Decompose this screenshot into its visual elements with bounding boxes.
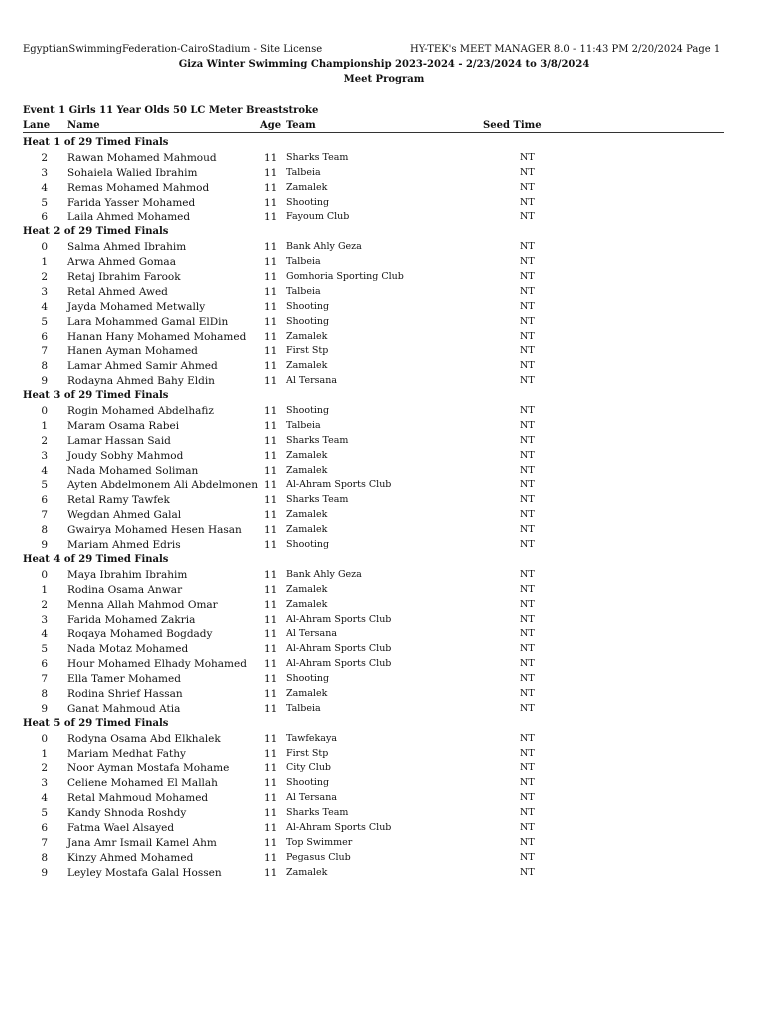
- entry-team: Al-Ahram Sports Club: [286, 658, 392, 670]
- entry-seed-time: NT: [520, 583, 535, 595]
- entry-row: [0, 672, 768, 687]
- entry-seed-time: NT: [520, 732, 535, 744]
- entry-name: Kinzy Ahmed Mohamed: [67, 851, 194, 864]
- entry-age: 11: [264, 539, 278, 552]
- entry-seed-time: NT: [520, 613, 535, 625]
- entry-age: 11: [264, 405, 278, 418]
- entry-row: [0, 493, 768, 508]
- entry-team: Tawfekaya: [286, 732, 337, 744]
- entry-lane: 2: [41, 434, 48, 447]
- header-rule: [23, 132, 724, 133]
- entry-name: Leyley Mostafa Galal Hossen: [67, 866, 222, 879]
- entry-seed-time: NT: [520, 658, 535, 670]
- entry-lane: 0: [41, 241, 48, 254]
- entry-age: 11: [264, 241, 278, 254]
- entry-team: Fayoum Club: [286, 211, 350, 223]
- entry-seed-time: NT: [520, 434, 535, 446]
- entry-seed-time: NT: [520, 509, 535, 521]
- entry-seed-time: NT: [520, 449, 535, 461]
- heat-label: Heat 5 of 29 Timed Finals: [23, 717, 169, 729]
- entry-lane: 3: [41, 449, 48, 462]
- entry-name: Farida Yasser Mohamed: [67, 196, 196, 209]
- entry-lane: 8: [41, 687, 48, 700]
- entry-row: [0, 583, 768, 598]
- entry-name: Menna Allah Mahmod Omar: [67, 598, 218, 611]
- column-seed-time: Seed Time: [483, 120, 542, 131]
- entry-seed-time: NT: [520, 687, 535, 699]
- entry-row: [0, 613, 768, 628]
- entry-team: Zamalek: [286, 583, 328, 595]
- entry-team: Shooting: [286, 196, 330, 208]
- entry-seed-time: NT: [520, 807, 535, 819]
- entry-row: [0, 598, 768, 613]
- entry-team: City Club: [286, 762, 332, 774]
- heat-header: [0, 136, 768, 151]
- entry-name: Nada Mohamed Soliman: [67, 464, 199, 477]
- entry-name: Retal Ramy Tawfek: [67, 494, 170, 507]
- entry-name: Roqaya Mohamed Bogdady: [67, 628, 213, 641]
- entry-lane: 9: [41, 375, 48, 388]
- entry-lane: 8: [41, 851, 48, 864]
- entry-team: Al Tersana: [286, 375, 338, 387]
- entry-lane: 9: [41, 702, 48, 715]
- entry-team: Al-Ahram Sports Club: [286, 479, 392, 491]
- entry-name: Hanen Ayman Mohamed: [67, 345, 198, 358]
- entry-team: Bank Ahly Geza: [286, 241, 362, 253]
- entry-team: Al Tersana: [286, 628, 338, 640]
- entry-age: 11: [264, 598, 278, 611]
- entry-age: 11: [264, 315, 278, 328]
- entry-team: Al Tersana: [286, 792, 338, 804]
- entry-age: 11: [264, 687, 278, 700]
- entry-age: 11: [264, 494, 278, 507]
- entry-seed-time: NT: [520, 673, 535, 685]
- entry-lane: 7: [41, 345, 48, 358]
- entry-team: Talbeia: [286, 166, 321, 178]
- site-license: EgyptianSwimmingFederation-CairoStadium - Site License: [23, 44, 323, 55]
- entry-row: [0, 196, 768, 211]
- entry-row: [0, 464, 768, 479]
- entry-seed-time: NT: [520, 345, 535, 357]
- entry-name: Rawan Mohamed Mahmoud: [67, 151, 217, 164]
- entry-age: 11: [264, 330, 278, 343]
- entry-row: [0, 344, 768, 359]
- entry-lane: 3: [41, 777, 48, 790]
- entry-row: [0, 836, 768, 851]
- entry-name: Lamar Ahmed Samir Ahmed: [67, 360, 218, 373]
- entry-lane: 3: [41, 613, 48, 626]
- entry-seed-time: NT: [520, 241, 535, 253]
- entry-row: [0, 776, 768, 791]
- entry-name: Celiene Mohamed El Mallah: [67, 777, 218, 790]
- entry-seed-time: NT: [520, 151, 535, 163]
- event-title: Event 1 Girls 11 Year Olds 50 LC Meter Breaststroke: [23, 105, 319, 116]
- entry-name: Maram Osama Rabei: [67, 419, 180, 432]
- entry-name: Sohaiela Walied Ibrahim: [67, 166, 198, 179]
- entry-lane: 1: [41, 583, 48, 596]
- entry-team: Zamalek: [286, 181, 328, 193]
- entry-team: Talbeia: [286, 702, 321, 714]
- heat-label: Heat 3 of 29 Timed Finals: [23, 390, 169, 402]
- entry-lane: 5: [41, 196, 48, 209]
- entry-age: 11: [264, 643, 278, 656]
- entry-team: Gomhoria Sporting Club: [286, 271, 404, 283]
- entry-team: Zamalek: [286, 360, 328, 372]
- entry-team: Sharks Team: [286, 434, 349, 446]
- entry-lane: 6: [41, 494, 48, 507]
- entry-seed-time: NT: [520, 524, 535, 536]
- entry-row: [0, 747, 768, 762]
- entry-seed-time: NT: [520, 792, 535, 804]
- entry-name: Mariam Medhat Fathy: [67, 747, 186, 760]
- entry-name: Jana Amr Ismail Kamel Ahm: [67, 836, 217, 849]
- entry-lane: 4: [41, 464, 48, 477]
- entry-row: [0, 627, 768, 642]
- entry-name: Rodina Osama Anwar: [67, 583, 183, 596]
- entry-team: Shooting: [286, 539, 330, 551]
- entry-team: Top Swimmer: [286, 836, 353, 848]
- entry-seed-time: NT: [520, 851, 535, 863]
- entry-age: 11: [264, 836, 278, 849]
- entry-age: 11: [264, 628, 278, 641]
- entry-lane: 8: [41, 524, 48, 537]
- entry-lane: 7: [41, 836, 48, 849]
- entry-team: Pegasus Club: [286, 851, 351, 863]
- entry-age: 11: [264, 732, 278, 745]
- heat-header: [0, 717, 768, 732]
- column-name: Name: [67, 120, 100, 131]
- entry-row: [0, 285, 768, 300]
- column-team: Team: [286, 120, 316, 131]
- entry-team: Zamalek: [286, 524, 328, 536]
- entry-age: 11: [264, 181, 278, 194]
- entry-row: [0, 300, 768, 315]
- entry-seed-time: NT: [520, 315, 535, 327]
- entry-team: Sharks Team: [286, 807, 349, 819]
- entry-seed-time: NT: [520, 464, 535, 476]
- entry-seed-time: NT: [520, 375, 535, 387]
- entry-lane: 6: [41, 821, 48, 834]
- entry-name: Ganat Mahmoud Atia: [67, 702, 181, 715]
- entry-name: Farida Mohamed Zakria: [67, 613, 196, 626]
- entry-seed-time: NT: [520, 628, 535, 640]
- entry-row: [0, 642, 768, 657]
- entry-row: [0, 806, 768, 821]
- entry-seed-time: NT: [520, 271, 535, 283]
- entry-team: Sharks Team: [286, 494, 349, 506]
- entry-team: Bank Ahly Geza: [286, 568, 362, 580]
- entry-lane: 4: [41, 300, 48, 313]
- entry-team: Shooting: [286, 405, 330, 417]
- entry-lane: 2: [41, 151, 48, 164]
- entry-age: 11: [264, 449, 278, 462]
- heat-header: [0, 389, 768, 404]
- entry-name: Retaj Ibrahim Farook: [67, 271, 181, 284]
- entry-age: 11: [264, 211, 278, 224]
- entry-age: 11: [264, 583, 278, 596]
- entry-name: Rodayna Ahmed Bahy Eldin: [67, 375, 215, 388]
- entry-name: Nada Motaz Mohamed: [67, 643, 189, 656]
- entry-lane: 8: [41, 360, 48, 373]
- entry-row: [0, 538, 768, 553]
- entry-age: 11: [264, 151, 278, 164]
- entry-seed-time: NT: [520, 405, 535, 417]
- entry-age: 11: [264, 300, 278, 313]
- entry-name: Ella Tamer Mohamed: [67, 673, 181, 686]
- entry-lane: 6: [41, 658, 48, 671]
- entry-name: Wegdan Ahmed Galal: [67, 509, 182, 522]
- entry-row: [0, 419, 768, 434]
- entry-age: 11: [264, 762, 278, 775]
- entry-row: [0, 821, 768, 836]
- entry-name: Retal Ahmed Awed: [67, 285, 168, 298]
- entry-seed-time: NT: [520, 494, 535, 506]
- entry-lane: 2: [41, 762, 48, 775]
- entry-lane: 1: [41, 256, 48, 269]
- entry-row: [0, 240, 768, 255]
- heat-label: Heat 1 of 29 Timed Finals: [23, 137, 169, 148]
- entry-lane: 1: [41, 419, 48, 432]
- entry-row: [0, 702, 768, 717]
- entry-row: [0, 181, 768, 196]
- entry-lane: 7: [41, 509, 48, 522]
- entry-lane: 9: [41, 866, 48, 879]
- entry-row: [0, 270, 768, 285]
- entry-team: Shooting: [286, 300, 330, 312]
- entry-seed-time: NT: [520, 330, 535, 342]
- entry-lane: 1: [41, 747, 48, 760]
- entry-row: [0, 687, 768, 702]
- entry-name: Retal Mahmoud Mohamed: [67, 792, 209, 805]
- entry-row: [0, 434, 768, 449]
- entry-age: 11: [264, 419, 278, 432]
- entry-age: 11: [264, 777, 278, 790]
- entry-seed-time: NT: [520, 762, 535, 774]
- entry-row: [0, 151, 768, 166]
- entry-age: 11: [264, 747, 278, 760]
- entry-team: Zamalek: [286, 866, 328, 878]
- entry-lane: 5: [41, 479, 48, 492]
- entry-name: Maya Ibrahim Ibrahim: [67, 568, 188, 581]
- heat-list: [0, 136, 768, 881]
- entry-seed-time: NT: [520, 285, 535, 297]
- entry-seed-time: NT: [520, 568, 535, 580]
- entry-row: [0, 330, 768, 345]
- entry-age: 11: [264, 271, 278, 284]
- entry-lane: 0: [41, 568, 48, 581]
- entry-seed-time: NT: [520, 479, 535, 491]
- meet-subtitle: Meet Program: [343, 74, 425, 85]
- entry-age: 11: [264, 673, 278, 686]
- entry-row: [0, 791, 768, 806]
- entry-row: [0, 404, 768, 419]
- entry-age: 11: [264, 285, 278, 298]
- entry-row: [0, 255, 768, 270]
- entry-name: Kandy Shnoda Roshdy: [67, 807, 187, 820]
- software-info: HY-TEK's MEET MANAGER 8.0 - 11:43 PM 2/20/2024 Page 1: [410, 44, 721, 55]
- entry-name: Rodyna Osama Abd Elkhalek: [67, 732, 221, 745]
- entry-row: [0, 523, 768, 538]
- entry-name: Hour Mohamed Elhady Mohamed: [67, 658, 247, 671]
- entry-name: Rogin Mohamed Abdelhafiz: [67, 405, 214, 418]
- entry-seed-time: NT: [520, 539, 535, 551]
- entry-lane: 3: [41, 166, 48, 179]
- entry-row: [0, 732, 768, 747]
- entry-team: Zamalek: [286, 598, 328, 610]
- entry-lane: 4: [41, 181, 48, 194]
- entry-row: [0, 210, 768, 225]
- entry-seed-time: NT: [520, 211, 535, 223]
- entry-lane: 6: [41, 211, 48, 224]
- entry-lane: 4: [41, 792, 48, 805]
- entry-lane: 5: [41, 807, 48, 820]
- entry-age: 11: [264, 658, 278, 671]
- entry-row: [0, 315, 768, 330]
- entry-lane: 5: [41, 643, 48, 656]
- heat-header: [0, 553, 768, 568]
- entry-age: 11: [264, 524, 278, 537]
- entry-age: 11: [264, 851, 278, 864]
- entry-age: 11: [264, 613, 278, 626]
- entry-name: Arwa Ahmed Gomaa: [67, 256, 176, 269]
- entry-team: Zamalek: [286, 330, 328, 342]
- entry-team: First Stp: [286, 345, 329, 357]
- entry-team: Al-Ahram Sports Club: [286, 821, 392, 833]
- entry-lane: 3: [41, 285, 48, 298]
- entry-team: Al-Ahram Sports Club: [286, 643, 392, 655]
- entry-age: 11: [264, 866, 278, 879]
- entry-seed-time: NT: [520, 196, 535, 208]
- entry-row: [0, 166, 768, 181]
- entry-team: Talbeia: [286, 419, 321, 431]
- entry-seed-time: NT: [520, 181, 535, 193]
- entry-seed-time: NT: [520, 836, 535, 848]
- entry-name: Gwairya Mohamed Hesen Hasan: [67, 524, 242, 537]
- entry-name: Laila Ahmed Mohamed: [67, 211, 191, 224]
- entry-seed-time: NT: [520, 821, 535, 833]
- entry-row: [0, 568, 768, 583]
- entry-row: [0, 478, 768, 493]
- entry-name: Salma Ahmed Ibrahim: [67, 241, 187, 254]
- entry-age: 11: [264, 375, 278, 388]
- entry-age: 11: [264, 434, 278, 447]
- entry-row: [0, 374, 768, 389]
- entry-seed-time: NT: [520, 166, 535, 178]
- entry-name: Hanan Hany Mohamed Mohamed: [67, 330, 247, 343]
- entry-row: [0, 359, 768, 374]
- entry-seed-time: NT: [520, 419, 535, 431]
- entry-name: Rodina Shrief Hassan: [67, 687, 183, 700]
- entry-age: 11: [264, 821, 278, 834]
- entry-lane: 4: [41, 628, 48, 641]
- entry-row: [0, 449, 768, 464]
- heat-label: Heat 2 of 29 Timed Finals: [23, 226, 169, 238]
- entry-name: Lamar Hassan Said: [67, 434, 171, 447]
- entry-team: Al-Ahram Sports Club: [286, 613, 392, 625]
- entry-age: 11: [264, 256, 278, 269]
- entry-lane: 2: [41, 598, 48, 611]
- entry-team: Shooting: [286, 673, 330, 685]
- entry-seed-time: NT: [520, 747, 535, 759]
- entry-team: Talbeia: [286, 285, 321, 297]
- entry-row: [0, 866, 768, 881]
- entry-age: 11: [264, 509, 278, 522]
- entry-age: 11: [264, 345, 278, 358]
- entry-seed-time: NT: [520, 643, 535, 655]
- entry-lane: 7: [41, 673, 48, 686]
- entry-name: Joudy Sobhy Mahmod: [67, 449, 184, 462]
- entry-seed-time: NT: [520, 702, 535, 714]
- entry-row: [0, 851, 768, 866]
- entry-seed-time: NT: [520, 256, 535, 268]
- entry-team: Talbeia: [286, 256, 321, 268]
- entry-seed-time: NT: [520, 300, 535, 312]
- entry-name: Mariam Ahmed Edris: [67, 539, 181, 552]
- entry-seed-time: NT: [520, 598, 535, 610]
- heat-header: [0, 225, 768, 240]
- heat-label: Heat 4 of 29 Timed Finals: [23, 553, 169, 565]
- entry-team: Zamalek: [286, 464, 328, 476]
- entry-seed-time: NT: [520, 777, 535, 789]
- entry-age: 11: [264, 568, 278, 581]
- entry-age: 11: [264, 702, 278, 715]
- entry-team: Zamalek: [286, 687, 328, 699]
- entry-team: Zamalek: [286, 449, 328, 461]
- entry-age: 11: [264, 360, 278, 373]
- entry-name: Ayten Abdelmonem Ali Abdelmonen: [67, 479, 259, 492]
- meet-title: Giza Winter Swimming Championship 2023-2024 - 2/23/2024 to 3/8/2024: [178, 59, 590, 70]
- entry-name: Fatma Wael Alsayed: [67, 821, 175, 834]
- column-lane: Lane: [23, 120, 51, 131]
- entry-seed-time: NT: [520, 360, 535, 372]
- entry-lane: 2: [41, 271, 48, 284]
- column-age: Age: [260, 120, 282, 131]
- entry-lane: 0: [41, 405, 48, 418]
- entry-age: 11: [264, 792, 278, 805]
- entry-team: Zamalek: [286, 509, 328, 521]
- entry-team: Shooting: [286, 315, 330, 327]
- entry-row: [0, 761, 768, 776]
- entry-lane: 5: [41, 315, 48, 328]
- entry-team: First Stp: [286, 747, 329, 759]
- entry-lane: 6: [41, 330, 48, 343]
- entry-row: [0, 657, 768, 672]
- entry-age: 11: [264, 479, 278, 492]
- entry-age: 11: [264, 464, 278, 477]
- entry-age: 11: [264, 196, 278, 209]
- entry-age: 11: [264, 807, 278, 820]
- entry-row: [0, 508, 768, 523]
- entry-team: Sharks Team: [286, 151, 349, 163]
- entry-name: Remas Mohamed Mahmod: [67, 181, 210, 194]
- entry-seed-time: NT: [520, 866, 535, 878]
- entry-lane: 9: [41, 539, 48, 552]
- entry-name: Noor Ayman Mostafa Mohame: [67, 762, 230, 775]
- entry-team: Shooting: [286, 777, 330, 789]
- entry-name: Jayda Mohamed Metwally: [67, 300, 206, 313]
- entry-lane: 0: [41, 732, 48, 745]
- entry-age: 11: [264, 166, 278, 179]
- entry-name: Lara Mohammed Gamal ElDin: [67, 315, 229, 328]
